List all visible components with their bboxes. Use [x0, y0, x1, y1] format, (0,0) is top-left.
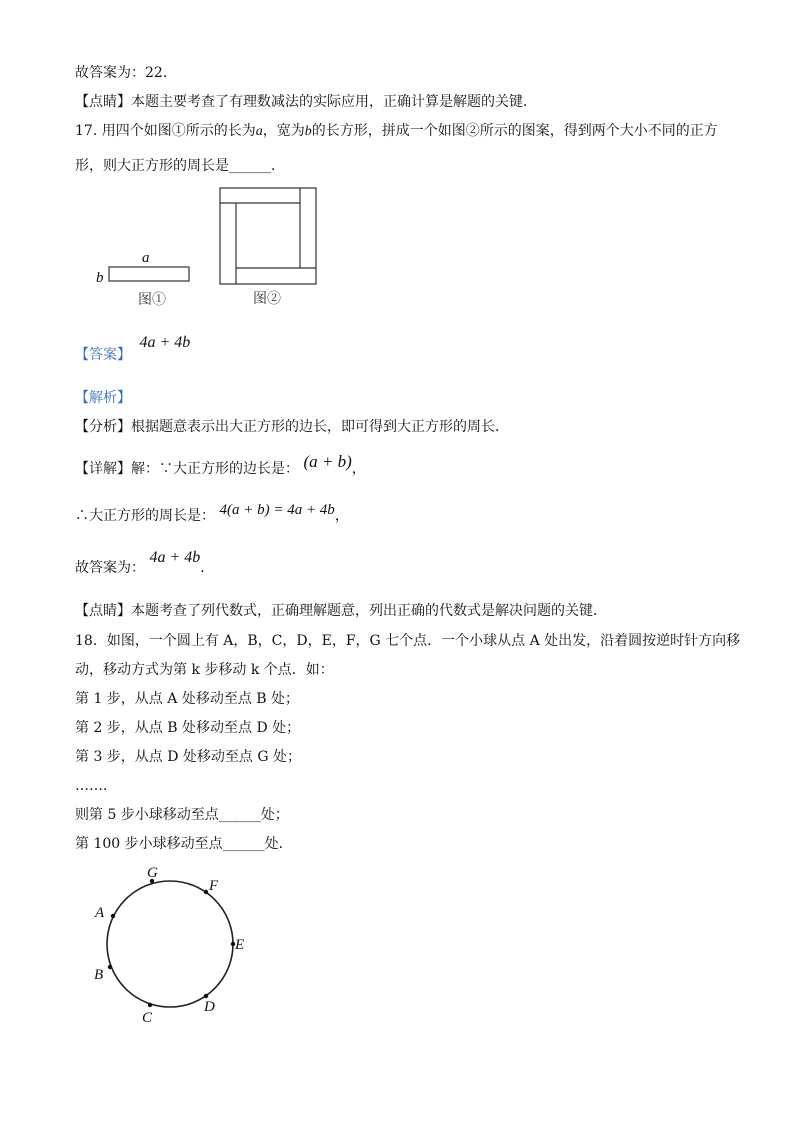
circle-figure: [88, 860, 268, 1030]
answer-tag: 【答案】: [75, 347, 131, 363]
q17-detail: [75, 452, 366, 479]
var-b: b: [304, 124, 312, 139]
point-a-label: A: [95, 905, 105, 921]
q18-step1: 第 1 步，从点 A 处移动至点 B 处；: [75, 691, 300, 707]
point-f-label: F: [209, 878, 219, 894]
point-b-label: B: [94, 967, 104, 983]
q17-final: [75, 549, 215, 578]
comment-text: 本题考查了列代数式，正确理解题意，列出正确的代数式是解决问题的关键．: [131, 603, 607, 619]
q18-ask1: 则第 5 步小球移动至点______处；: [75, 807, 289, 823]
var-a: a: [255, 124, 263, 139]
prev-answer-line: 故答案为：22．: [75, 65, 177, 81]
perimeter-text: ∴大正方形的周长是：: [75, 508, 215, 524]
q17-text-line2: 形，则大正方形的周长是______．: [75, 158, 285, 174]
point-e-label: E: [235, 937, 245, 953]
fenxi-text: 根据题意表示出大正方形的边长，即可得到大正方形的周长．: [131, 419, 509, 435]
detail-text: 解：∵大正方形的边长是：: [131, 461, 299, 477]
point-c-dot: [148, 1003, 152, 1007]
comment-tag: 【点睛】: [75, 94, 131, 110]
q18-text-line2: 动，移动方式为第 k 步移动 k 个点．如：: [75, 662, 334, 678]
q18-ellipsis: ……．: [75, 778, 117, 794]
q17-text-part: 17. 用四个如图①所示的长为: [75, 123, 256, 139]
q17-text-part: ，宽为: [262, 123, 305, 139]
prev-comment: [75, 92, 537, 112]
figure-1: [90, 245, 210, 315]
fig2-caption: 图②: [253, 292, 281, 307]
perimeter-expression: 4(a + b) = 4a + 4b: [219, 502, 335, 518]
q17-comment: [75, 601, 607, 621]
fig1-label-a: a: [142, 250, 150, 266]
q17-text-part: 的长方形，拼成一个如图②所示的图案，得到两个大小不同的正方: [311, 123, 718, 139]
point-g-label: G: [147, 865, 158, 881]
detail-expression: (a + b): [303, 452, 352, 471]
comment-text: 本题主要考查了有理数减法的实际应用，正确计算是解题的关键．: [131, 94, 537, 110]
q17-fenxi: [75, 417, 509, 437]
q17-analysis-tag: [75, 388, 131, 408]
final-expression: 4a + 4b: [149, 549, 201, 566]
fig1-caption: 图①: [138, 293, 166, 308]
fig2-outer-square: [220, 188, 316, 284]
q18-ask2: 第 100 步小球移动至点______处．: [75, 836, 293, 852]
q17-answer: [75, 334, 191, 365]
point-a-dot: [111, 914, 115, 918]
point-d-label: D: [204, 999, 215, 1015]
final-period: ．: [200, 560, 215, 576]
point-f-dot: [204, 890, 208, 894]
analysis-tag: 【解析】: [75, 390, 131, 406]
comment-tag: 【点睛】: [75, 603, 131, 619]
point-b-dot: [108, 965, 112, 969]
figure-2: [215, 183, 325, 313]
detail-comma: ，: [351, 461, 366, 477]
q17-text-line1: [75, 121, 718, 142]
q17-perimeter: [75, 502, 349, 526]
point-d-dot: [204, 994, 208, 998]
fig1-label-b: b: [96, 270, 104, 286]
perimeter-comma: ，: [334, 508, 349, 524]
q18-text-line1: 18．如图，一个圆上有 A，B，C，D，E，F，G 七个点．一个小球从点 A 处出发，沿着圆按逆时针方向移: [75, 633, 741, 649]
point-c-label: C: [142, 1010, 153, 1026]
circle: [107, 881, 233, 1007]
detail-tag: 【详解】: [75, 461, 131, 477]
fig1-rectangle: [109, 267, 189, 281]
final-text: 故答案为：: [75, 560, 145, 576]
fenxi-tag: 【分析】: [75, 419, 131, 435]
answer-expression: 4a + 4b: [139, 334, 191, 351]
q18-step2: 第 2 步，从点 B 处移动至点 D 处；: [75, 720, 301, 736]
q18-step3: 第 3 步，从点 D 处移动至点 G 处；: [75, 749, 302, 765]
